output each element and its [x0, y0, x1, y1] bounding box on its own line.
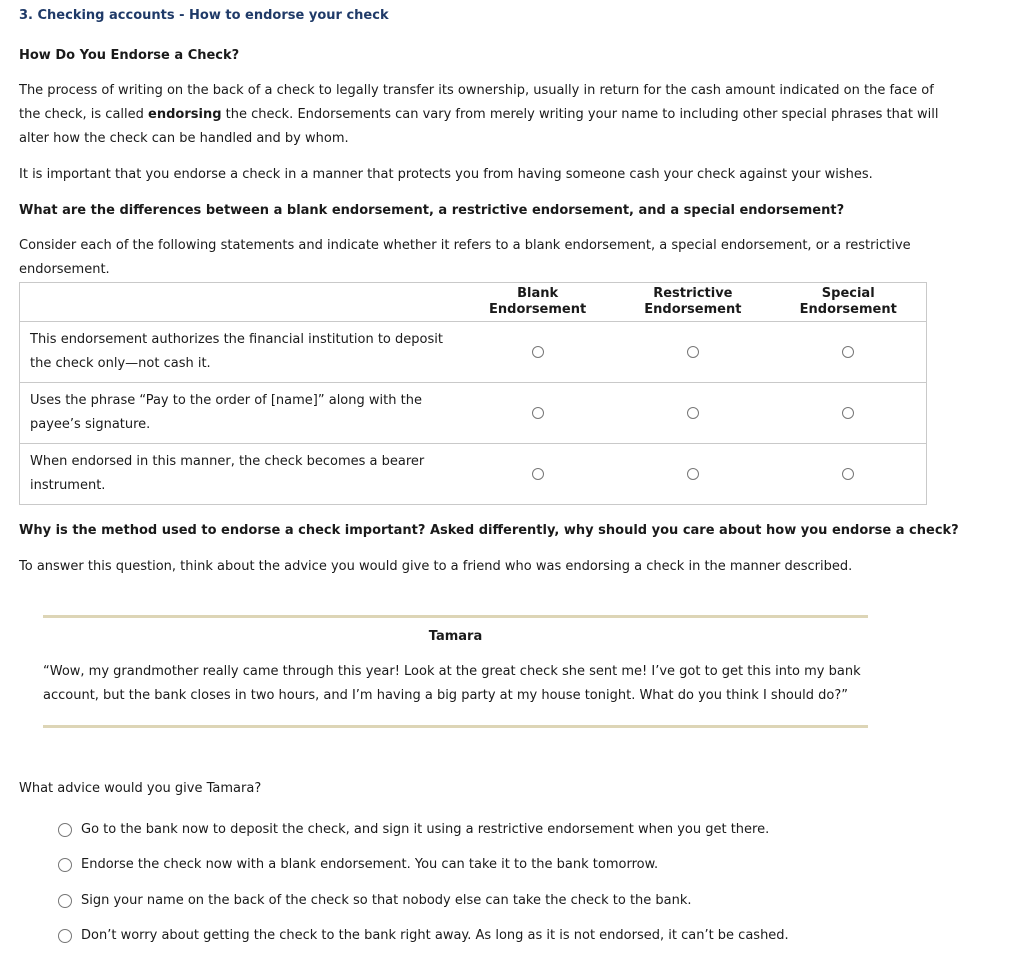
endorsement-matrix [19, 282, 927, 505]
question2-heading: Why is the method used to endorse a check important? Asked differently, why should you care about how you endorse a check? [19, 523, 959, 538]
question1-instruction: Consider each of the following statements and indicate whether it refers to a blank endorsement, a special endorsement, or a restrictive endorsement. [19, 238, 911, 277]
advice-option-4-radio[interactable] [58, 929, 72, 943]
col-blank-endorsement: Blank Endorsement [460, 283, 615, 322]
row2-restrictive-radio[interactable] [687, 407, 699, 419]
question2-instruction: To answer this question, think about the advice you would give to a friend who was endorsing a check in the manner described. [19, 559, 853, 574]
col-restrictive-endorsement: Restrictive Endorsement [615, 283, 770, 322]
row3-blank-radio[interactable] [532, 468, 544, 480]
endorsing-term: endorsing [148, 107, 222, 122]
advice-option-1[interactable] [58, 822, 769, 837]
scenario-bottom-divider [43, 725, 868, 728]
importance-paragraph: It is important that you endorse a check in a manner that protects you from having someone cash your check against your wishes. [19, 167, 873, 182]
option-label: Sign your name on the back of the check so that nobody else can take the check to the bank. [81, 893, 692, 908]
row3-restrictive-radio[interactable] [687, 468, 699, 480]
advice-option-1-radio[interactable] [58, 823, 72, 837]
advice-option-3[interactable] [58, 893, 692, 908]
matrix-header-row [20, 283, 927, 322]
page-title: 3. Checking accounts - How to endorse your check [19, 8, 389, 23]
section-heading: How Do You Endorse a Check? [19, 48, 240, 63]
advice-option-2-radio[interactable] [58, 858, 72, 872]
advice-option-2[interactable] [58, 857, 658, 872]
table-row [20, 322, 927, 383]
table-row [20, 444, 927, 505]
advice-option-3-radio[interactable] [58, 894, 72, 908]
statement-text: When endorsed in this manner, the check becomes a bearer instrument. [20, 444, 461, 505]
blank-corner-cell [20, 283, 461, 322]
intro-paragraph: The process of writing on the back of a check to legally transfer its ownership, usually in return for the cash amount indicated on the face of the check, is called endorsing the check. Endorsements can vary from merely writing your name to including other special phrases that will alter how the check can be handled and by whom. [19, 83, 939, 146]
statement-text: This endorsement authorizes the financial institution to deposit the check only—not cash it. [20, 322, 461, 383]
advice-prompt: What advice would you give Tamara? [19, 781, 262, 796]
option-label: Don’t worry about getting the check to the bank right away. As long as it is not endorsed, it can’t be cashed. [81, 928, 789, 943]
row2-blank-radio[interactable] [532, 407, 544, 419]
row2-special-radio[interactable] [842, 407, 854, 419]
row3-special-radio[interactable] [842, 468, 854, 480]
scenario-quote: “Wow, my grandmother really came through this year! Look at the great check she sent me! I’ve got to get this into my bank account, but the bank closes in two hours, and I’m having a big party at my house tonight. What do you think I should do?” [43, 664, 861, 703]
row1-restrictive-radio[interactable] [687, 346, 699, 358]
scenario-top-divider [43, 615, 868, 618]
advice-option-4[interactable] [58, 928, 789, 943]
row1-blank-radio[interactable] [532, 346, 544, 358]
scenario-name: Tamara [428, 629, 483, 644]
row1-special-radio[interactable] [842, 346, 854, 358]
statement-text: Uses the phrase “Pay to the order of [name]” along with the payee’s signature. [20, 383, 461, 444]
col-special-endorsement: Special Endorsement [770, 283, 926, 322]
option-label: Endorse the check now with a blank endorsement. You can take it to the bank tomorrow. [81, 857, 659, 872]
option-label: Go to the bank now to deposit the check, and sign it using a restrictive endorsement when you get there. [81, 822, 770, 837]
question1-heading: What are the differences between a blank endorsement, a restrictive endorsement, and a special endorsement? [19, 203, 845, 218]
table-row [20, 383, 927, 444]
